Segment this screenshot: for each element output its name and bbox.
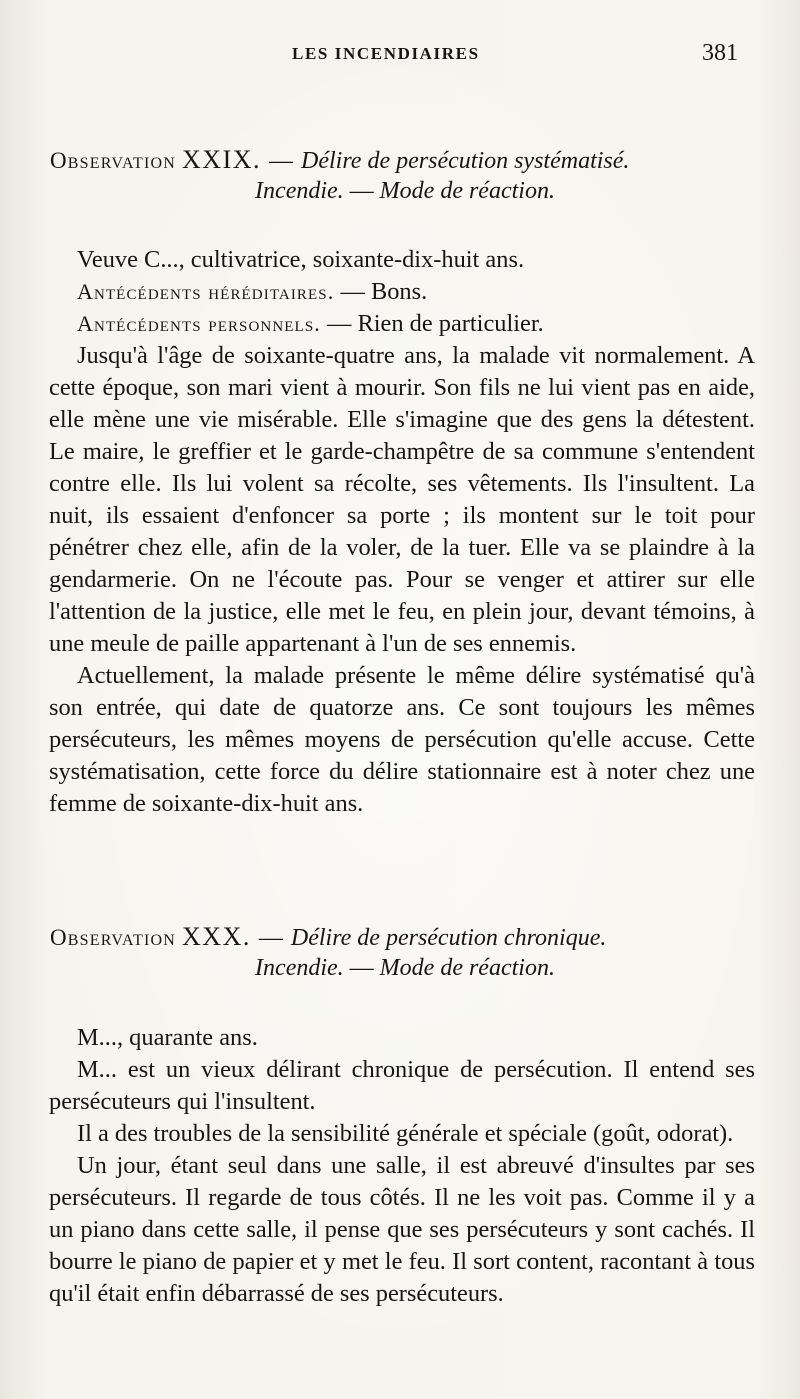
heading-dash: — bbox=[258, 925, 283, 951]
running-head bbox=[0, 40, 800, 74]
observation-29-body bbox=[49, 244, 755, 820]
personal-value: — Rien de particulier. bbox=[326, 310, 544, 337]
paragraph: Actuellement, la malade présente le même délire systématisé qu'à son entrée, qui date de quatorze ans. Ce sont toujours les mêmes persécuteurs, les mêmes moyens de persécution qu'elle accuse. Cette systématisation, cette force du délire stationnaire est à noter chez une femme de soixante-dix-huit ans. bbox=[49, 662, 755, 817]
observation-subtitle-b: Mode de réaction. bbox=[379, 955, 555, 981]
paragraph: Il a des troubles de la sensibilité générale et spéciale (goût, odorat). bbox=[77, 1120, 734, 1147]
heading-dash: — bbox=[349, 955, 374, 981]
observation-subtitle-a: Incendie. bbox=[255, 955, 344, 981]
observation-number: XXX. bbox=[182, 922, 251, 951]
patient-identity: M..., quarante ans. bbox=[77, 1024, 258, 1051]
page-number: 381 bbox=[702, 40, 738, 66]
paragraph: M... est un vieux délirant chronique de persécution. Il entend ses persécuteurs qui l'insultent. bbox=[49, 1056, 755, 1115]
observation-title: Délire de persécution systématisé. bbox=[301, 148, 630, 174]
heading-dash: — bbox=[269, 148, 294, 174]
running-title: LES INCENDIAIRES bbox=[292, 44, 480, 63]
hereditary-value: — Bons. bbox=[340, 278, 428, 305]
observation-29-heading bbox=[50, 145, 760, 206]
hereditary-label: Antécédents héréditaires. bbox=[77, 279, 335, 304]
paragraph: Jusqu'à l'âge de soixante-quatre ans, la malade vit normalement. A cette époque, son mari vient à mourir. Son fils ne lui vient pas en aide, elle mène une vie misérable. Elle s'imagine que des gens la détestent. Le maire, le greffier et le garde-champêtre de sa commune s'entendent contre elle. Ils lui volent sa récolte, ses vêtements. Ils l'insultent. La nuit, ils essaient d'enfoncer sa porte ; ils montent sur le toit pour pénétrer chez elle, afin de la voler, de la tuer. Elle va se plaindre à la gendarmerie. On ne l'écoute pas. Pour se venger et attirer sur elle l'attention de la justice, elle met le feu, en plein jour, devant témoins, à une meule de paille appartenant à l'un de ses ennemis. bbox=[49, 342, 755, 657]
observation-subtitle-a: Incendie. bbox=[255, 178, 344, 204]
observation-30-heading bbox=[50, 922, 760, 983]
personal-label: Antécédents personnels. bbox=[77, 311, 321, 336]
heading-dash: — bbox=[349, 178, 374, 204]
observation-subtitle-b: Mode de réaction. bbox=[379, 178, 555, 204]
observation-30-body bbox=[49, 1022, 755, 1310]
personal-antecedents bbox=[49, 308, 755, 340]
paragraph: Un jour, étant seul dans une salle, il est abreuvé d'insultes par ses persécuteurs. Il regarde de tous côtés. Il ne les voit pas. Comme il y a un piano dans cette salle, il pense que ses persécuteurs y sont cachés. Il bourre le piano de papier et y met le feu. Il sort content, racontant à tous qu'il était enfin débarrassé de ses persécuteurs. bbox=[49, 1152, 755, 1307]
observation-label: Observation bbox=[50, 925, 177, 950]
observation-title: Délire de persécution chronique. bbox=[290, 925, 607, 951]
patient-identity: Veuve C..., cultivatrice, soixante-dix-huit ans. bbox=[77, 246, 525, 273]
observation-label: Observation bbox=[50, 148, 177, 173]
observation-number: XXIX. bbox=[182, 145, 262, 174]
hereditary-antecedents bbox=[49, 276, 755, 308]
